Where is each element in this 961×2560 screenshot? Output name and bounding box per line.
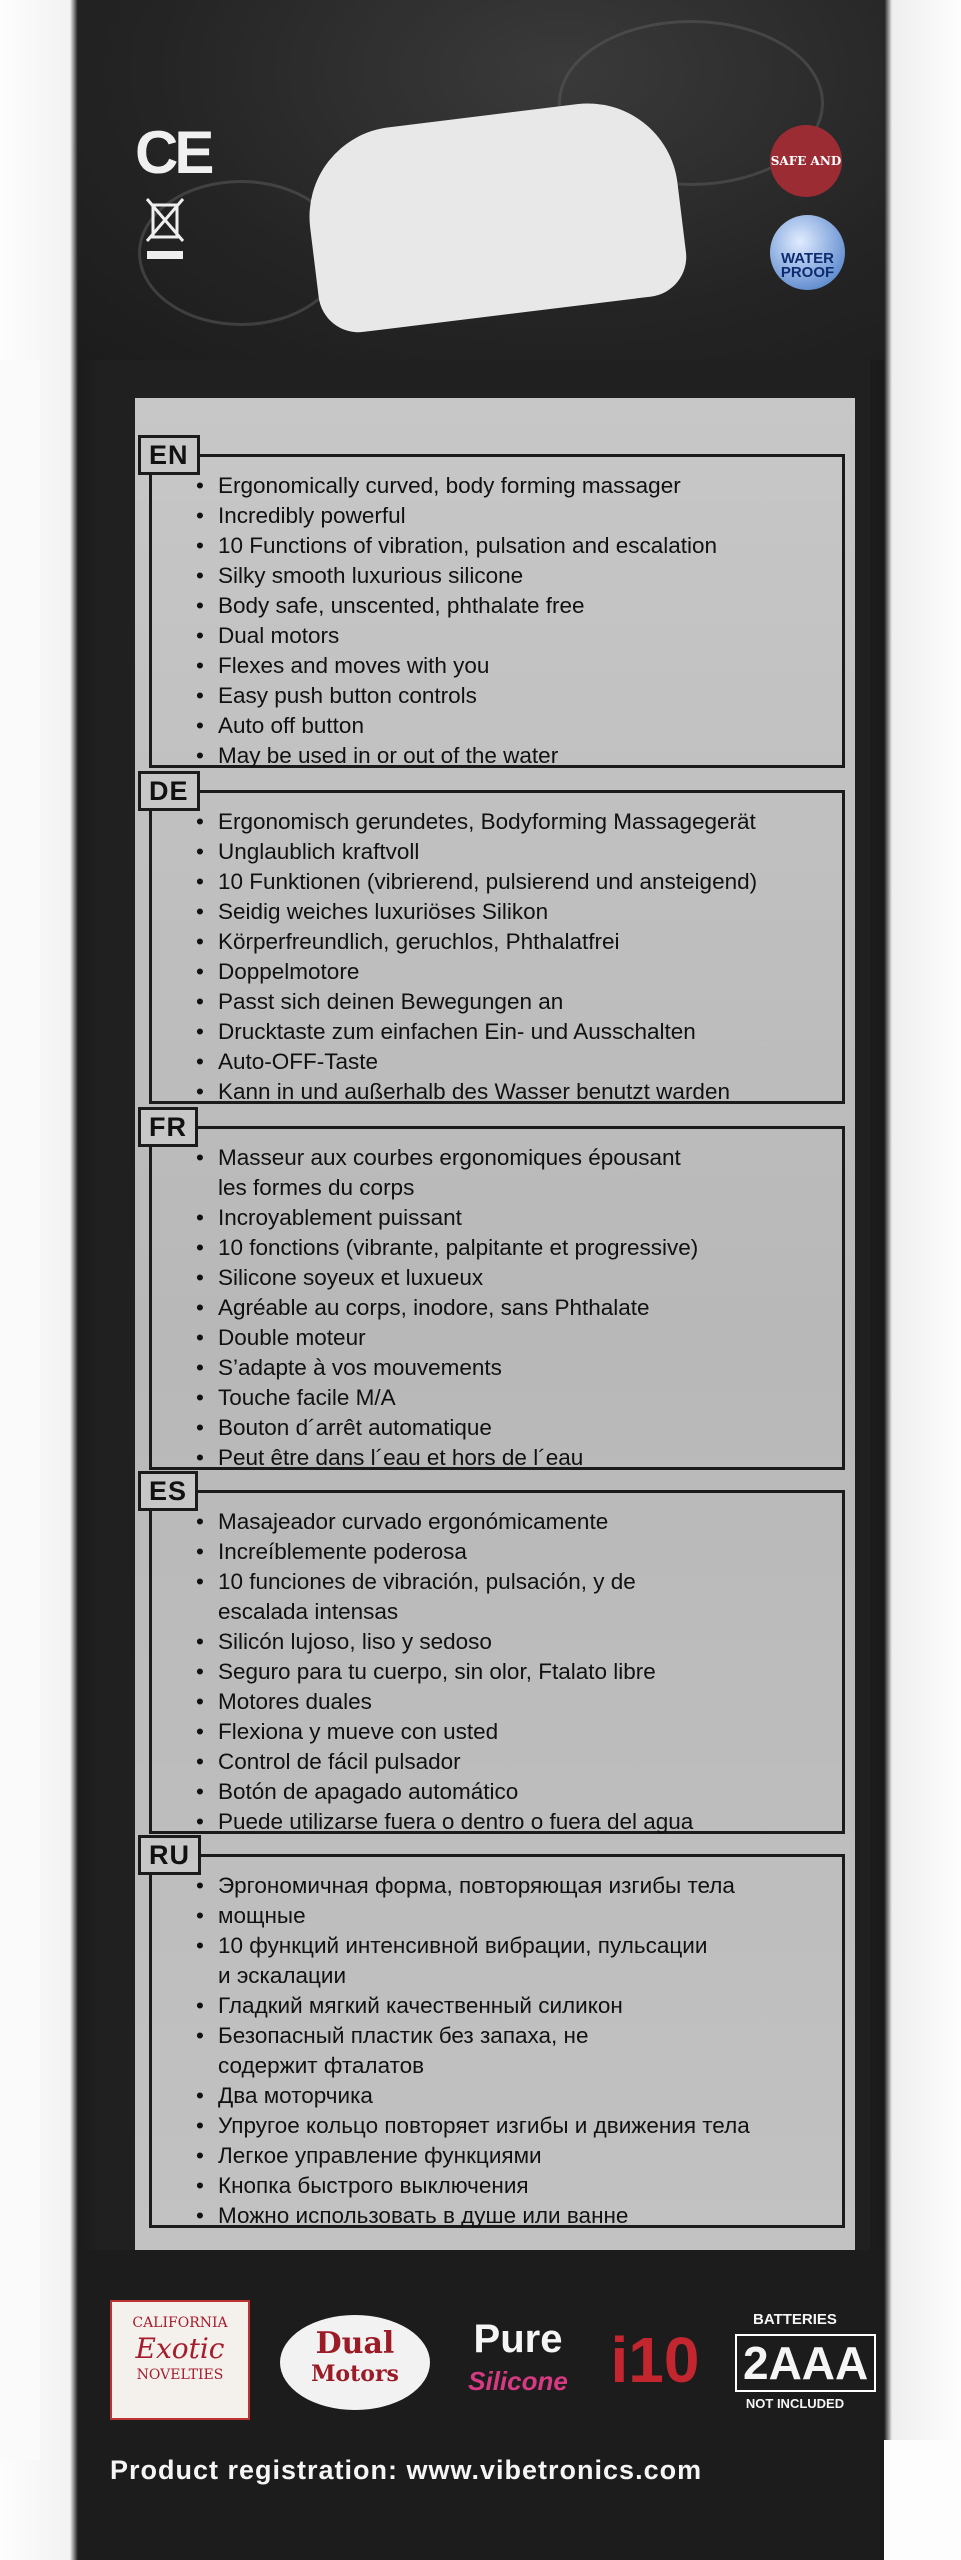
feature-item: • Ergonomisch gerundetes, Bodyforming Massagegerät — [218, 807, 832, 837]
feature-item: • Body safe, unscented, phthalate free — [218, 591, 832, 621]
feature-item: • Körperfreundlich, geruchlos, Phthalatfrei — [218, 927, 832, 957]
feature-item: • Touche facile M/A — [218, 1383, 832, 1413]
feature-item: • Increíblemente poderosa — [218, 1537, 832, 1567]
feature-list — [152, 793, 842, 1113]
section-de — [149, 776, 845, 1104]
feature-item: • Безопасный пластик без запаха, не — [218, 2021, 832, 2051]
feature-item: • мощные — [218, 1901, 832, 1931]
section-ru — [149, 1840, 845, 2228]
feature-item: • 10 Funktionen (vibrierend, pulsierend und ansteigend) — [218, 867, 832, 897]
feature-item: • Control de fácil pulsador — [218, 1747, 832, 1777]
feature-item: • Упругое кольцо повторяет изгибы и движения тела — [218, 2111, 832, 2141]
features-panel — [135, 398, 855, 2268]
feature-item: • Flexes and moves with you — [218, 651, 832, 681]
feature-item: • Silicone soyeux et luxueux — [218, 1263, 832, 1293]
feature-item: • May be used in or out of the water — [218, 741, 832, 771]
language-tag: DE — [138, 771, 200, 811]
feature-item: • 10 funciones de vibración, pulsación, y de — [218, 1567, 832, 1597]
feature-item-continuation: и эскалации — [218, 1963, 347, 1988]
feature-item: • Auto-OFF-Taste — [218, 1047, 832, 1077]
feature-item-continuation: escalada intensas — [218, 1599, 399, 1624]
batteries-heading: BATTERIES — [753, 2311, 837, 2328]
feature-item: • 10 Functions of vibration, pulsation and escalation — [218, 531, 832, 561]
feature-item: • Ergonomically curved, body forming massager — [218, 471, 832, 501]
batteries-note: NOT INCLUDED — [745, 2396, 845, 2411]
i10-logo: i10 — [610, 2324, 700, 2396]
feature-item: • Dual motors — [218, 621, 832, 651]
feature-item: • Seguro para tu cuerpo, sin olor, Ftalato libre — [218, 1657, 832, 1687]
feature-list — [152, 1493, 842, 1843]
feature-list — [152, 1857, 842, 2237]
feature-list — [152, 1129, 842, 1479]
feature-item: • Masseur aux courbes ergonomiques épousant — [218, 1143, 832, 1173]
feature-item: • Masajeador curvado ergonómicamente — [218, 1507, 832, 1537]
feature-item: • 10 функций интенсивной вибрации, пульсации — [218, 1931, 832, 1961]
feature-item: • Гладкий мягкий качественный силикон — [218, 1991, 832, 2021]
logo-text: NOVELTIES — [136, 2367, 224, 2383]
feature-item: • Silicón lujoso, liso y sedoso — [218, 1627, 832, 1657]
box-side-flap — [0, 360, 40, 2460]
section-en — [149, 440, 845, 768]
feature-item: • Silky smooth luxurious silicone — [218, 561, 832, 591]
product-registration: Product registration: www.vibetronics.com — [110, 2455, 703, 2485]
feature-item: • Incroyablement puissant — [218, 1203, 832, 1233]
logo-text: Pure — [473, 2317, 563, 2361]
feature-item: • Double moteur — [218, 1323, 832, 1353]
feature-item: • Кнопка быстрого выключения — [218, 2171, 832, 2201]
feature-item: • Kann in und außerhalb des Wasser benutzt warden — [218, 1077, 832, 1107]
feature-item: • Эргономичная форма, повторяющая изгибы тела — [218, 1871, 832, 1901]
batteries-badge — [735, 2310, 869, 2420]
waterproof-badge: WATER PROOF — [770, 215, 845, 290]
feature-item: • Bouton d´arrêt automatique — [218, 1413, 832, 1443]
logo-text: Motors — [311, 2361, 399, 2387]
pure-silicone-logo — [453, 2318, 583, 2408]
feature-item: • Легкое управление функциями — [218, 2141, 832, 2171]
language-tag: FR — [138, 1107, 198, 1147]
feature-item: • Seidig weiches luxuriöses Silikon — [218, 897, 832, 927]
feature-item: • 10 fonctions (vibrante, palpitante et progressive) — [218, 1233, 832, 1263]
feature-item: • Два моторчика — [218, 2081, 832, 2111]
safe-and-pure-badge: SAFE AND — [770, 125, 842, 197]
section-fr — [149, 1112, 845, 1470]
feature-item: • Agréable au corps, inodore, sans Phthalate — [218, 1293, 832, 1323]
box-side-flap — [884, 2440, 961, 2560]
feature-item: • Puede utilizarse fuera o dentro o fuera del agua — [218, 1807, 832, 1837]
feature-item: • Doppelmotore — [218, 957, 832, 987]
feature-item: • Flexiona y mueve con usted — [218, 1717, 832, 1747]
feature-item-continuation: les formes du corps — [218, 1175, 415, 1200]
feature-item: • Unglaublich kraftvoll — [218, 837, 832, 867]
batteries-count: 2AAA — [735, 2334, 876, 2392]
language-tag: ES — [138, 1471, 198, 1511]
feature-item: • Peut être dans l´eau et hors de l´eau — [218, 1443, 832, 1473]
ce-mark-icon: CE — [135, 119, 211, 186]
logo-text: CALIFORNIA — [132, 2315, 228, 2331]
feature-item: • Motores duales — [218, 1687, 832, 1717]
california-exotic-logo — [110, 2300, 250, 2420]
logo-text: Dual — [315, 2326, 395, 2361]
language-tag: EN — [138, 435, 200, 475]
feature-item: • Auto off button — [218, 711, 832, 741]
language-tag: RU — [138, 1835, 201, 1875]
feature-list — [152, 457, 842, 777]
feature-item: • Botón de apagado automático — [218, 1777, 832, 1807]
feature-item: • Passt sich deinen Bewegungen an — [218, 987, 832, 1017]
logo-text: Exotic — [135, 2332, 225, 2365]
dual-motors-logo — [280, 2315, 430, 2410]
feature-item-continuation: содержит фталатов — [218, 2053, 425, 2078]
feature-item: • Можно использовать в душе или ванне — [218, 2201, 832, 2231]
feature-item: • Incredibly powerful — [218, 501, 832, 531]
weee-bin-icon — [145, 195, 185, 263]
feature-item: • Easy push button controls — [218, 681, 832, 711]
feature-item: • S’adapte à vos mouvements — [218, 1353, 832, 1383]
logo-text: Silicone — [468, 2366, 568, 2396]
section-es — [149, 1476, 845, 1834]
feature-item: • Drucktaste zum einfachen Ein- und Ausschalten — [218, 1017, 832, 1047]
